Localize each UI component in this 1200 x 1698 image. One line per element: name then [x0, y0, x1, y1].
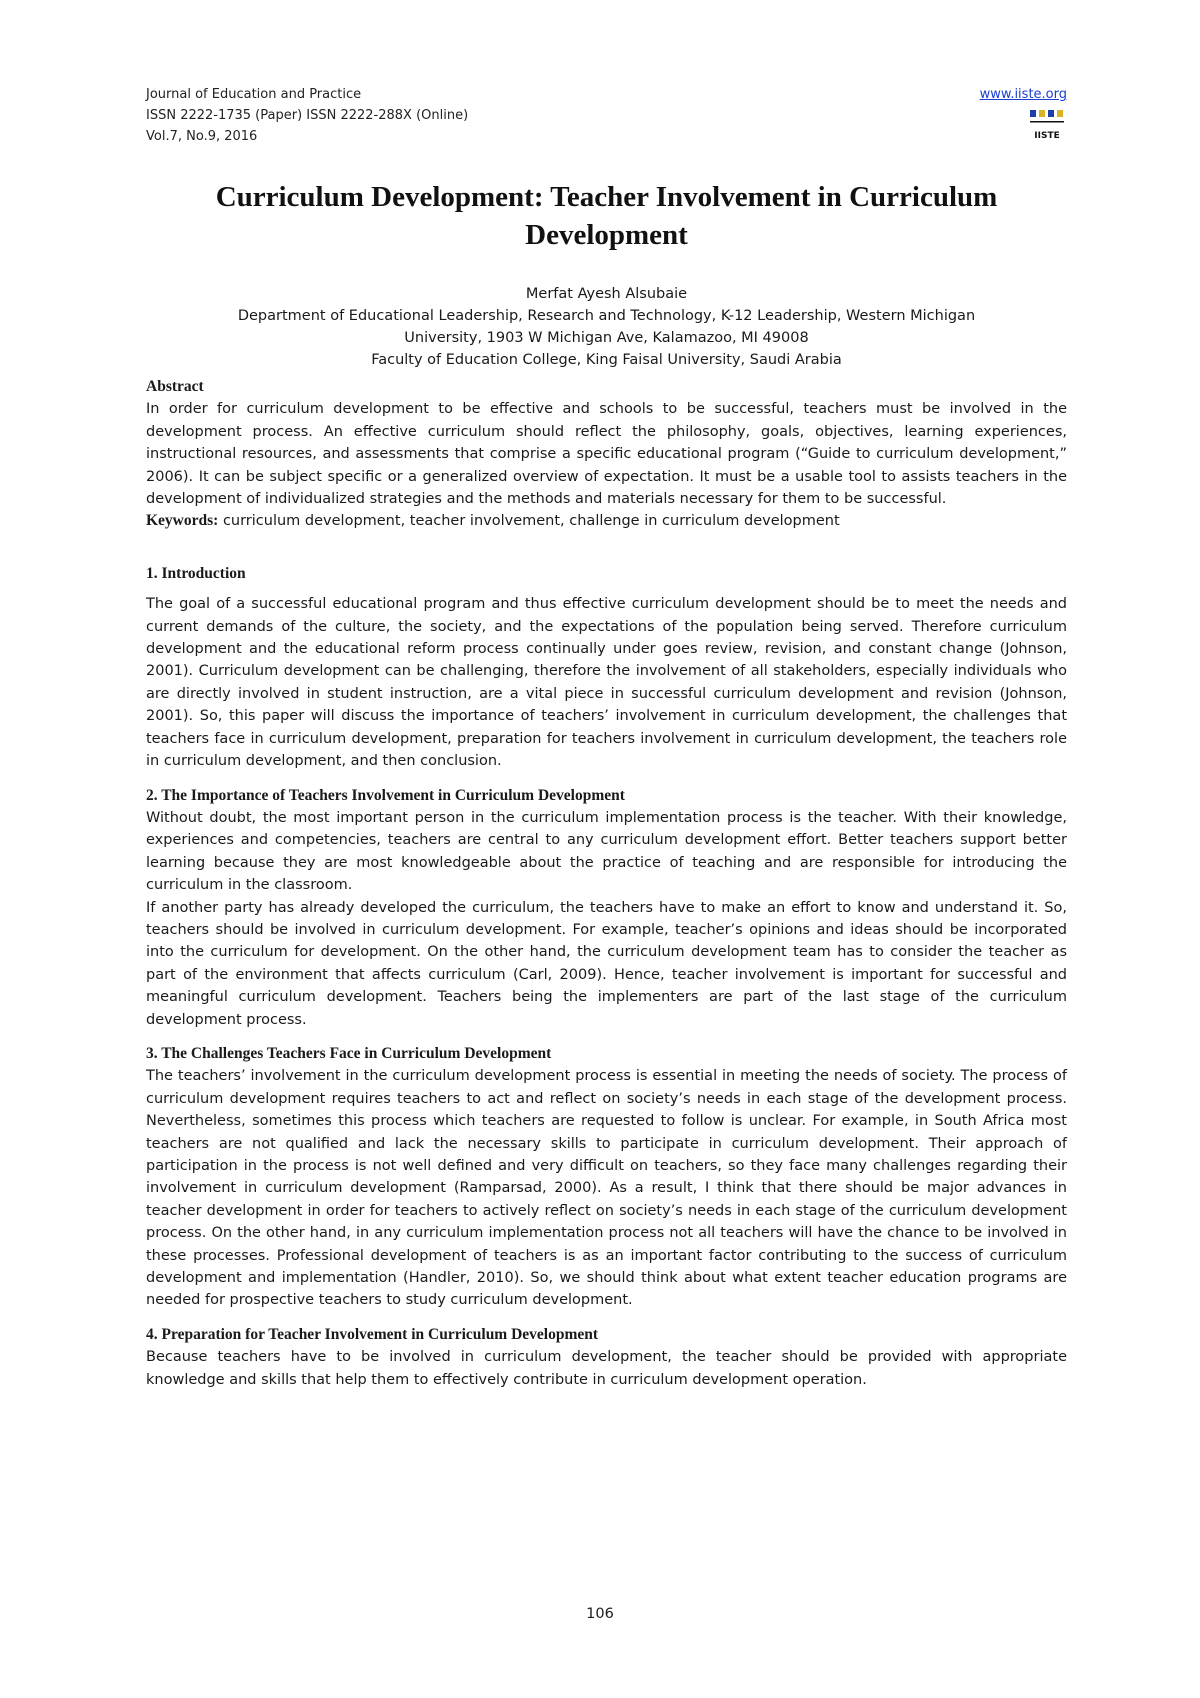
section-4-heading: 4. Preparation for Teacher Involvement in Curriculum Development [146, 1325, 599, 1343]
section-1-heading: 1. Introduction [146, 564, 246, 582]
section-2-heading: 2. The Importance of Teachers Involvement in Curriculum Development [146, 786, 625, 804]
journal-issn: ISSN 2222-1735 (Paper) ISSN 2222-288X (Online) [146, 108, 469, 123]
section-3-heading: 3. The Challenges Teachers Face in Curriculum Development [146, 1044, 552, 1062]
journal-website-link[interactable]: www.iiste.org [979, 87, 1067, 102]
paper-title-line-2: Development [525, 219, 688, 251]
paper-body [146, 376, 1067, 1391]
keywords-line [146, 510, 1067, 532]
affiliation-line-2: University, 1903 W Michigan Ave, Kalamazoo, MI 49008 [404, 330, 809, 346]
section-3-paragraph: The teachers’ involvement in the curriculum development process is essential in meeting the needs of society. The process of curriculum development requires teachers to act and reflect on society’s needs in each stage of the development process. Nevertheless, sometimes this process which teachers are requested to follow is unclear. For example, in South Africa most teachers are not qualified and lack the necessary skills to participate in curriculum development. Their approach of participation in the process is not well defined and very difficult on teachers, so they face many challenges regarding their involvement in curriculum development (Ramparsad, 2000). As a result, I think that there should be major advances in teacher development in order for teachers to actively reflect on society’s needs in each stage of the curriculum development process. On the other hand, in any curriculum implementation process not all teachers will have the chance to be involved in these processes. Professional development of teachers is as an important factor contributing to the success of curriculum development and implementation (Handler, 2010). So, we should think about what extent teacher education programs are needed for prospective teachers to study curriculum development. [146, 1068, 1067, 1309]
section-4-paragraph: Because teachers have to be involved in curriculum development, the teacher should be provided with appropriate knowledge and skills that help them to effectively contribute in curriculum development operation. [146, 1349, 1067, 1388]
affiliation-line-3: Faculty of Education College, King Faisal University, Saudi Arabia [371, 352, 842, 368]
section-2-paragraph-2: If another party has already developed the curriculum, the teachers have to make an effort to know and understand it. So, teachers should be involved in curriculum development. For example, teacher’s opinions and ideas should be incorporated into the curriculum for development. On the other hand, the curriculum development team has to consider the teacher as part of the environment that affects curriculum (Carl, 2009). Hence, teacher involvement is important for successful and meaningful curriculum development. Teachers being the implementers are part of the last stage of the curriculum development process. [146, 899, 1067, 1028]
journal-name: Journal of Education and Practice [146, 87, 362, 102]
logo-text: IISTE [1034, 131, 1060, 141]
keywords-text: curriculum development, teacher involvement, challenge in curriculum development [222, 513, 840, 530]
keywords-label: Keywords: [146, 512, 219, 530]
author-block [146, 283, 1067, 371]
section-1-paragraph: The goal of a successful educational program and thus effective curriculum development should be to meet the needs and current demands of the culture, the society, and the expectations of the population being served. Therefore curriculum development and the educational reform process continually under goes review, revision, and constant change (Johnson, 2001). Curriculum development can be challenging, therefore the involvement of all stakeholders, especially individuals who are directly involved in student instruction, are a vital piece in successful curriculum development and revision (Johnson, 2001). So, this paper will discuss the importance of teachers’ involvement in curriculum development, the challenges that teachers face in curriculum development, preparation for teachers involvement in curriculum development, the teachers role in curriculum development, and then conclusion. [146, 596, 1067, 770]
section-2-paragraph-1: Without doubt, the most important person in the curriculum implementation process is the teacher. With their knowledge, experiences and competencies, teachers are central to any curriculum development effort. Better teachers support better learning because they are most knowledgeable about the practice of teaching and are responsible for introducing the curriculum in the classroom. [146, 809, 1067, 894]
page-number: 106 [586, 1606, 614, 1622]
iiste-logo-icon [1027, 108, 1067, 148]
journal-header [146, 84, 468, 147]
affiliation-line-1: Department of Educational Leadership, Research and Technology, K-12 Leadership, Western Michigan [237, 308, 976, 324]
paper-title [146, 178, 1067, 254]
paper-title-line-1: Curriculum Development: Teacher Involvement in Curriculum [215, 181, 998, 213]
abstract-text: In order for curriculum development to be effective and schools to be successful, teachers must be involved in the development process. An effective curriculum should reflect the philosophy, goals, objectives, learning experiences, instructional resources, and assessments that comprise a specific educational program (“Guide to curriculum development,” 2006). It can be subject specific or a generalized overview of expectation. It must be a usable tool to assists teachers in the development of individualized strategies and the methods and materials necessary for them to be successful. [146, 401, 1067, 508]
author-name: Merfat Ayesh Alsubaie [525, 286, 688, 302]
abstract-heading: Abstract [146, 378, 204, 395]
journal-volume: Vol.7, No.9, 2016 [146, 129, 258, 144]
